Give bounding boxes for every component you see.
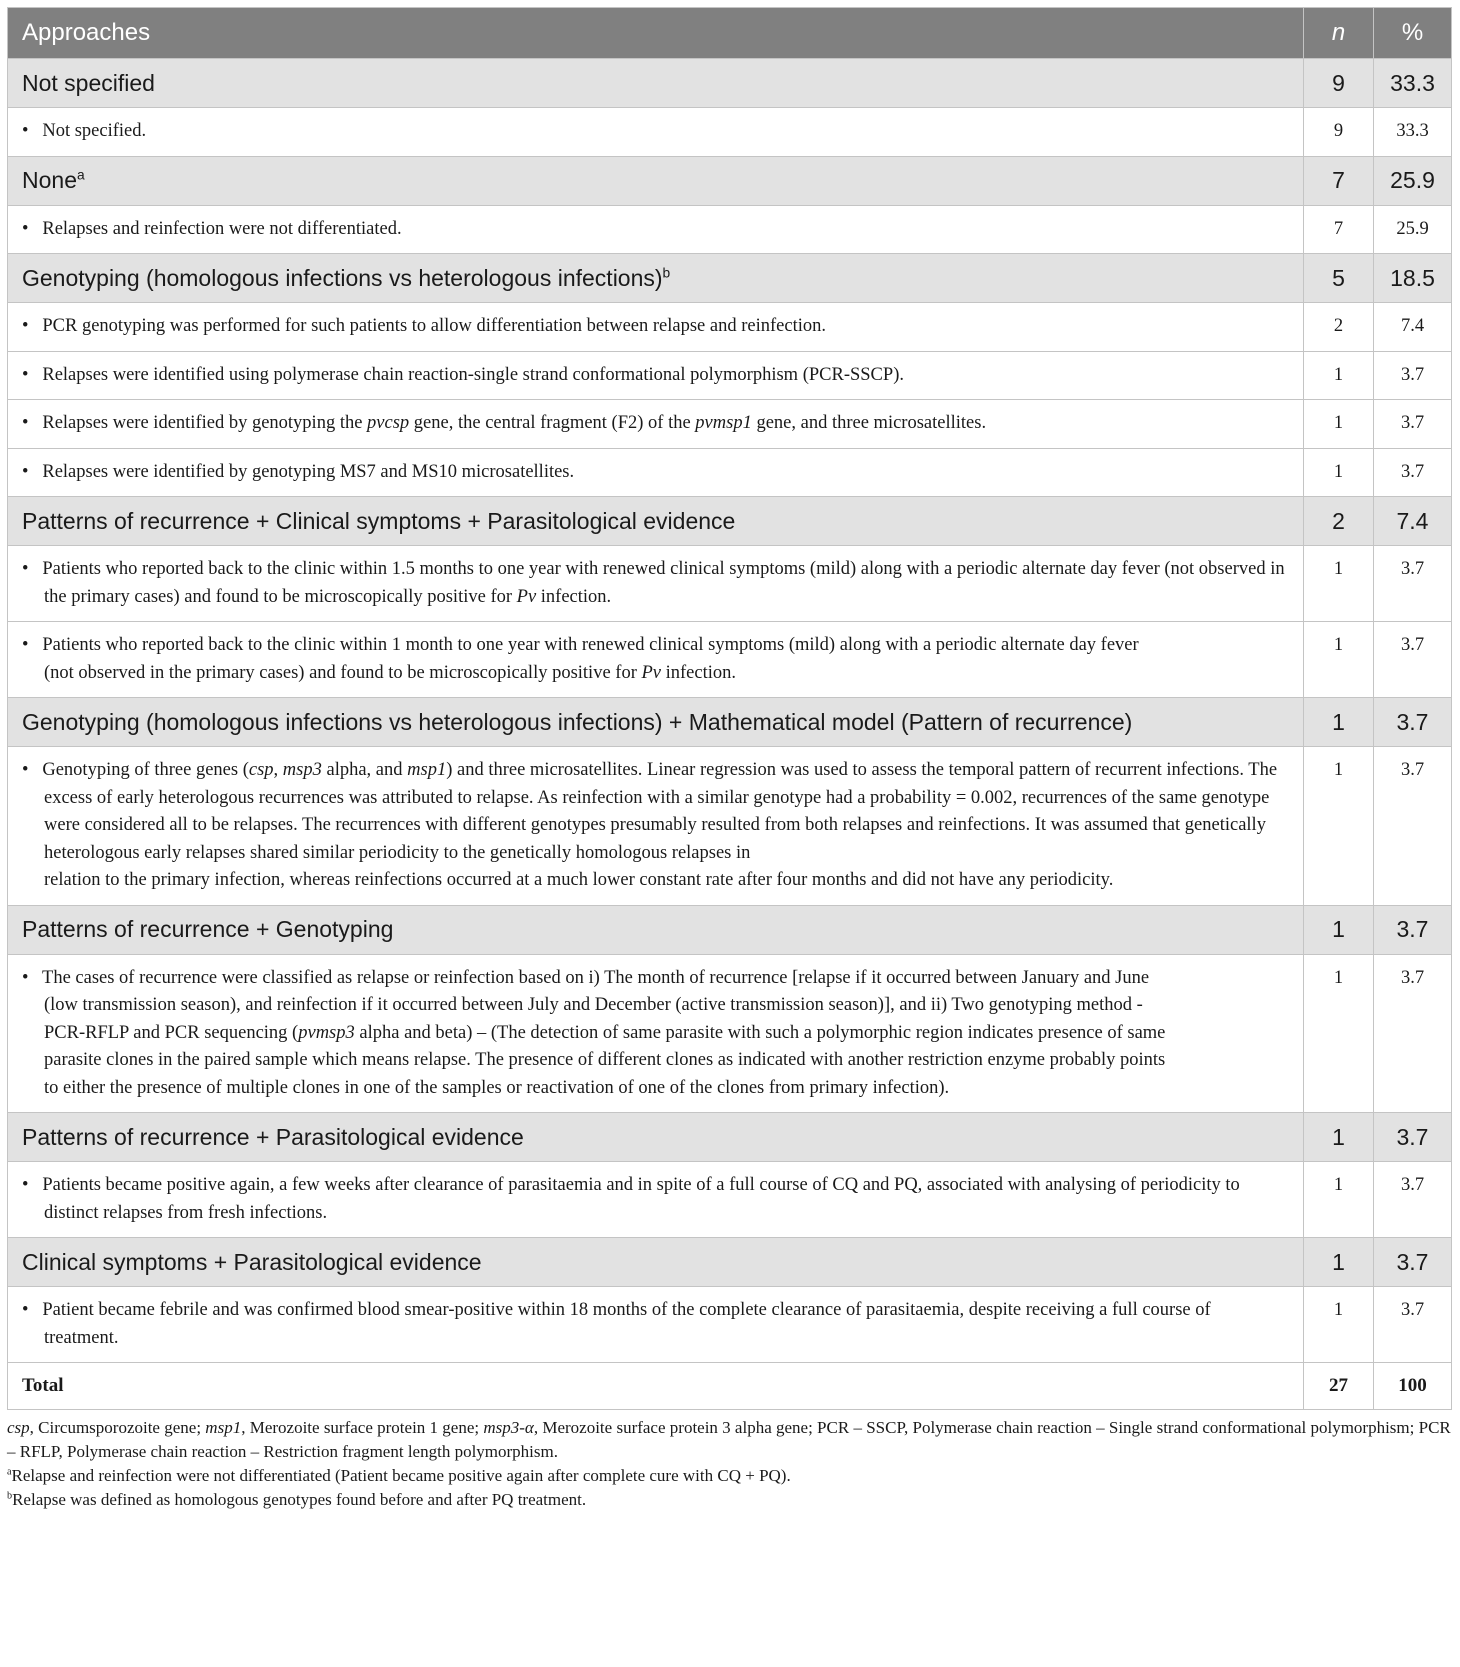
detail-text: • Not specified. — [22, 121, 147, 141]
header-approaches: Approaches — [8, 8, 1304, 59]
category-row — [8, 497, 1452, 546]
category-row — [8, 254, 1452, 303]
category-label — [8, 698, 1304, 747]
category-percent: 3.7 — [1374, 698, 1452, 747]
category-text: Patterns of recurrence + Clinical symptoms + Parasitological evidence — [22, 507, 736, 534]
category-text: None — [22, 167, 77, 193]
category-text: Genotyping (homologous infections vs heterologous infections) — [22, 264, 663, 291]
category-row — [8, 1238, 1452, 1287]
detail-text: • Relapses were identified by genotyping MS7 and MS10 microsatellites. — [22, 461, 575, 482]
total-n: 27 — [1304, 1363, 1374, 1410]
category-n: 1 — [1304, 698, 1374, 747]
category-percent: 3.7 — [1374, 905, 1452, 954]
footnote-b-text: Relapse was defined as homologous genotypes found before and after PQ treatment. — [12, 1490, 587, 1509]
detail-text: • Relapses and reinfection were not differentiated. — [22, 218, 402, 239]
detail-row — [8, 1162, 1452, 1238]
detail-row — [8, 303, 1452, 352]
category-percent: 18.5 — [1374, 254, 1452, 303]
table-body — [8, 59, 1452, 1410]
category-row — [8, 156, 1452, 205]
detail-text: • The cases of recurrence were classified as relapse or reinfection based on i) The month of recurrence [relapse if it occurred between January and June (low transmission season), and reinfection if it occurred between July and December (active transmission season)], and ii) Two genotyping method - PCR-RFLP and PCR sequencing (pvmsp3 alpha and beta) – (The detection of same parasite with such a polymorphic region indicates presence of same parasite clones in the paired sample which means relapse. The presence of different clones as indicated with another restriction enzyme probably points to either the presence of multiple clones in one of the samples or reactivation of one of the clones from primary infection). — [22, 967, 1166, 1098]
detail-percent: 25.9 — [1374, 205, 1452, 254]
detail-n: 9 — [1304, 108, 1374, 157]
detail-percent: 3.7 — [1374, 546, 1452, 622]
footnote-a-text: Relapse and reinfection were not differentiated (Patient became positive again after complete cure with CQ + PQ). — [11, 1466, 791, 1485]
detail-label — [8, 1162, 1304, 1238]
detail-percent: 3.7 — [1374, 747, 1452, 906]
footnote-marker: a — [76, 167, 85, 183]
category-label — [8, 1113, 1304, 1162]
category-row — [8, 905, 1452, 954]
footnote-a-marker: a — [7, 1466, 12, 1478]
detail-text: • Patients who reported back to the clinic within 1.5 months to one year with renewed clinical symptoms (mild) along with a periodic alternate day fever (not observed in the primary cases) and found to be microscopically positive for Pv infection. — [22, 559, 1285, 607]
category-row — [8, 1113, 1452, 1162]
detail-text: • Relapses were identified by genotyping the pvcsp gene, the central fragment (F2) of the pvmsp1 gene, and three microsatellites. — [22, 413, 987, 433]
category-text: Not specified — [22, 69, 155, 96]
detail-label — [8, 303, 1304, 352]
detail-n: 1 — [1304, 622, 1374, 698]
detail-text: • Relapses were identified using polymerase chain reaction-single strand conformational polymorphism (PCR-SSCP). — [22, 364, 904, 385]
detail-n: 1 — [1304, 351, 1374, 400]
category-n: 5 — [1304, 254, 1374, 303]
category-percent: 3.7 — [1374, 1238, 1452, 1287]
detail-label — [8, 448, 1304, 497]
detail-text: • Patients who reported back to the clinic within 1 month to one year with renewed clinical symptoms (mild) along with a periodic alternate day fever (not observed in the primary cases) and found to be microscopically positive for Pv infection. — [22, 635, 1139, 683]
category-text: Patterns of recurrence + Genotyping — [22, 916, 394, 942]
detail-n: 1 — [1304, 448, 1374, 497]
category-label — [8, 1238, 1304, 1287]
footnote-abbreviations — [7, 1416, 1451, 1464]
detail-label — [8, 400, 1304, 449]
detail-label — [8, 747, 1304, 906]
category-label — [8, 905, 1304, 954]
category-n: 2 — [1304, 497, 1374, 546]
category-percent: 33.3 — [1374, 59, 1452, 108]
detail-percent: 3.7 — [1374, 351, 1452, 400]
detail-n: 2 — [1304, 303, 1374, 352]
detail-text: • Patients became positive again, a few weeks after clearance of parasitaemia and in spite of a full course of CQ and PQ, associated with analysing of periodicity to distinct relapses from fresh infections. — [22, 1175, 1240, 1223]
detail-text: • Patient became febrile and was confirmed blood smear-positive within 18 months of the complete clearance of parasitaemia, despite receiving a full course of treatment. — [22, 1300, 1211, 1348]
detail-n: 1 — [1304, 546, 1374, 622]
category-label — [8, 59, 1304, 108]
total-row — [8, 1363, 1452, 1410]
category-text: Genotyping (homologous infections vs heterologous infections) + Mathematical model (Pattern of recurrence) — [22, 708, 1133, 735]
detail-label — [8, 205, 1304, 254]
detail-row — [8, 205, 1452, 254]
footnote-b-marker: b — [7, 1490, 13, 1502]
detail-row — [8, 622, 1452, 698]
detail-row — [8, 1287, 1452, 1363]
detail-row — [8, 448, 1452, 497]
category-text: Clinical symptoms + Parasitological evidence — [22, 1248, 482, 1275]
detail-n: 1 — [1304, 400, 1374, 449]
category-label — [8, 497, 1304, 546]
detail-row — [8, 351, 1452, 400]
detail-text: • PCR genotyping was performed for such patients to allow differentiation between relapse and reinfection. — [22, 316, 826, 336]
detail-percent: 3.7 — [1374, 1162, 1452, 1238]
detail-row — [8, 400, 1452, 449]
abbreviations-text: csp, Circumsporozoite gene; msp1, Merozoite surface protein 1 gene; msp3-α, Merozoite surface protein 3 alpha gene; PCR – SSCP, Polymerase chain reaction – Single strand conformational polymorphism; PCR – RFLP, Polymerase chain reaction – Restriction fragment length polymorphism. — [7, 1418, 1451, 1461]
detail-percent: 3.7 — [1374, 400, 1452, 449]
detail-percent: 3.7 — [1374, 448, 1452, 497]
detail-n: 1 — [1304, 747, 1374, 906]
detail-row — [8, 546, 1452, 622]
detail-label — [8, 622, 1304, 698]
detail-n: 1 — [1304, 1162, 1374, 1238]
detail-label — [8, 108, 1304, 157]
header-percent: % — [1374, 8, 1452, 59]
table-container — [7, 7, 1451, 1512]
category-n: 1 — [1304, 1113, 1374, 1162]
detail-percent: 3.7 — [1374, 622, 1452, 698]
detail-label — [8, 954, 1304, 1113]
detail-label — [8, 351, 1304, 400]
category-label — [8, 254, 1304, 303]
detail-n: 1 — [1304, 954, 1374, 1113]
detail-percent: 33.3 — [1374, 108, 1452, 157]
category-text: Patterns of recurrence + Parasitological evidence — [22, 1123, 524, 1150]
table-header-row — [8, 8, 1452, 59]
footnote-marker: b — [662, 264, 671, 280]
category-percent: 3.7 — [1374, 1113, 1452, 1162]
category-n: 7 — [1304, 156, 1374, 205]
category-percent: 25.9 — [1374, 156, 1452, 205]
category-n: 9 — [1304, 59, 1374, 108]
total-percent: 100 — [1374, 1363, 1452, 1410]
detail-row — [8, 747, 1452, 906]
detail-label — [8, 1287, 1304, 1363]
detail-row — [8, 108, 1452, 157]
detail-percent: 7.4 — [1374, 303, 1452, 352]
footnote-b — [7, 1488, 1451, 1512]
category-percent: 7.4 — [1374, 497, 1452, 546]
header-n: n — [1304, 8, 1374, 59]
detail-n: 1 — [1304, 1287, 1374, 1363]
category-label — [8, 156, 1304, 205]
footnote-a — [7, 1464, 1451, 1488]
detail-row — [8, 954, 1452, 1113]
detail-label — [8, 546, 1304, 622]
approaches-table — [7, 7, 1452, 1410]
detail-text: • Genotyping of three genes (csp, msp3 alpha, and msp1) and three microsatellites. Linear regression was used to assess the temporal pattern of recurrent infections. The excess of early heterologous recurrences was attributed to relapse. As reinfection with a similar genotype had a probability = 0.002, recurrences of the same genotype were considered all to be relapses. The recurrences with different genotypes presumably resulted from both relapses and reinfections. It was assumed that genetically heterologous early relapses shared similar periodicity to the genetically homologous relapses in relation to the primary infection, whereas reinfections occurred at a much lower constant rate after four months and did not have any periodicity. — [22, 760, 1278, 890]
detail-percent: 3.7 — [1374, 954, 1452, 1113]
category-row — [8, 59, 1452, 108]
category-n: 1 — [1304, 905, 1374, 954]
category-row — [8, 698, 1452, 747]
total-label: Total — [8, 1363, 1304, 1410]
table-footnotes — [7, 1416, 1451, 1512]
detail-percent: 3.7 — [1374, 1287, 1452, 1363]
category-n: 1 — [1304, 1238, 1374, 1287]
detail-n: 7 — [1304, 205, 1374, 254]
